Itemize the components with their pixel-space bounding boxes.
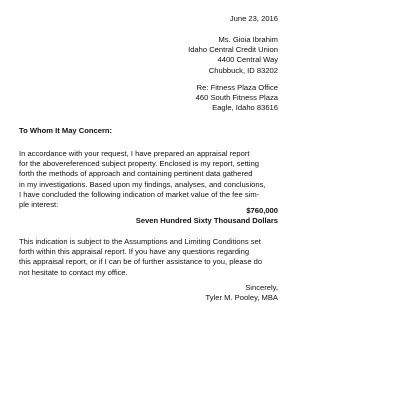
body-paragraph-1 [19,149,281,210]
recipient-street: 4400 Central Way [217,55,278,65]
paragraph-line: forth within this appraisal report. If you have any questions regarding [19,247,250,257]
paragraph-line: This indication is subject to the Assumptions and Limiting Conditions set [19,237,261,246]
paragraph-line: this appraisal report, or if I can be of further assistance to you, please do [19,257,263,267]
reference-line: 460 South Fitness Plaza [195,93,278,103]
date-text: June 23, 2016 [229,14,278,23]
paragraph-line: for the abovereferenced subject property. Enclosed is my report, setting [19,159,260,169]
paragraph-line: not hesitate to contact my office. [19,267,128,277]
paragraph-line: ple interest: [19,200,59,210]
paragraph-line: In accordance with your request, I have prepared an appraisal report [19,149,250,158]
valediction: Sincerely, [245,283,278,292]
reference-block [196,83,278,114]
reference-line: Eagle, Idaho 83616 [212,103,278,113]
closing-block [206,283,278,303]
paragraph-line: I have concluded the following indication of market value of the fee sim- [19,189,260,199]
market-value-block [136,206,278,226]
signer-name: Tyler M. Pooley, MBA [205,293,278,303]
letter-date [230,14,278,24]
paragraph-line: forth the methods of approach and containing pertinent data gathered [19,169,253,179]
recipient-name: Ms. Gioia Ibrahim [218,35,278,44]
paragraph-line: in my investigations. Based upon my findings, analyses, and conclusions, [19,179,266,189]
market-value-words: Seven Hundred Sixty Thousand Dollars [135,216,278,226]
recipient-city-state-zip: Chubbuck, ID 83202 [208,65,278,75]
recipient-organization: Idaho Central Credit Union [188,45,278,55]
reference-line: Re: Fitness Plaza Office [196,83,278,92]
body-paragraph-2 [19,237,281,278]
salutation: To Whom It May Concern: [19,126,113,135]
market-value-amount: $760,000 [246,206,278,215]
recipient-address-block [188,35,278,76]
